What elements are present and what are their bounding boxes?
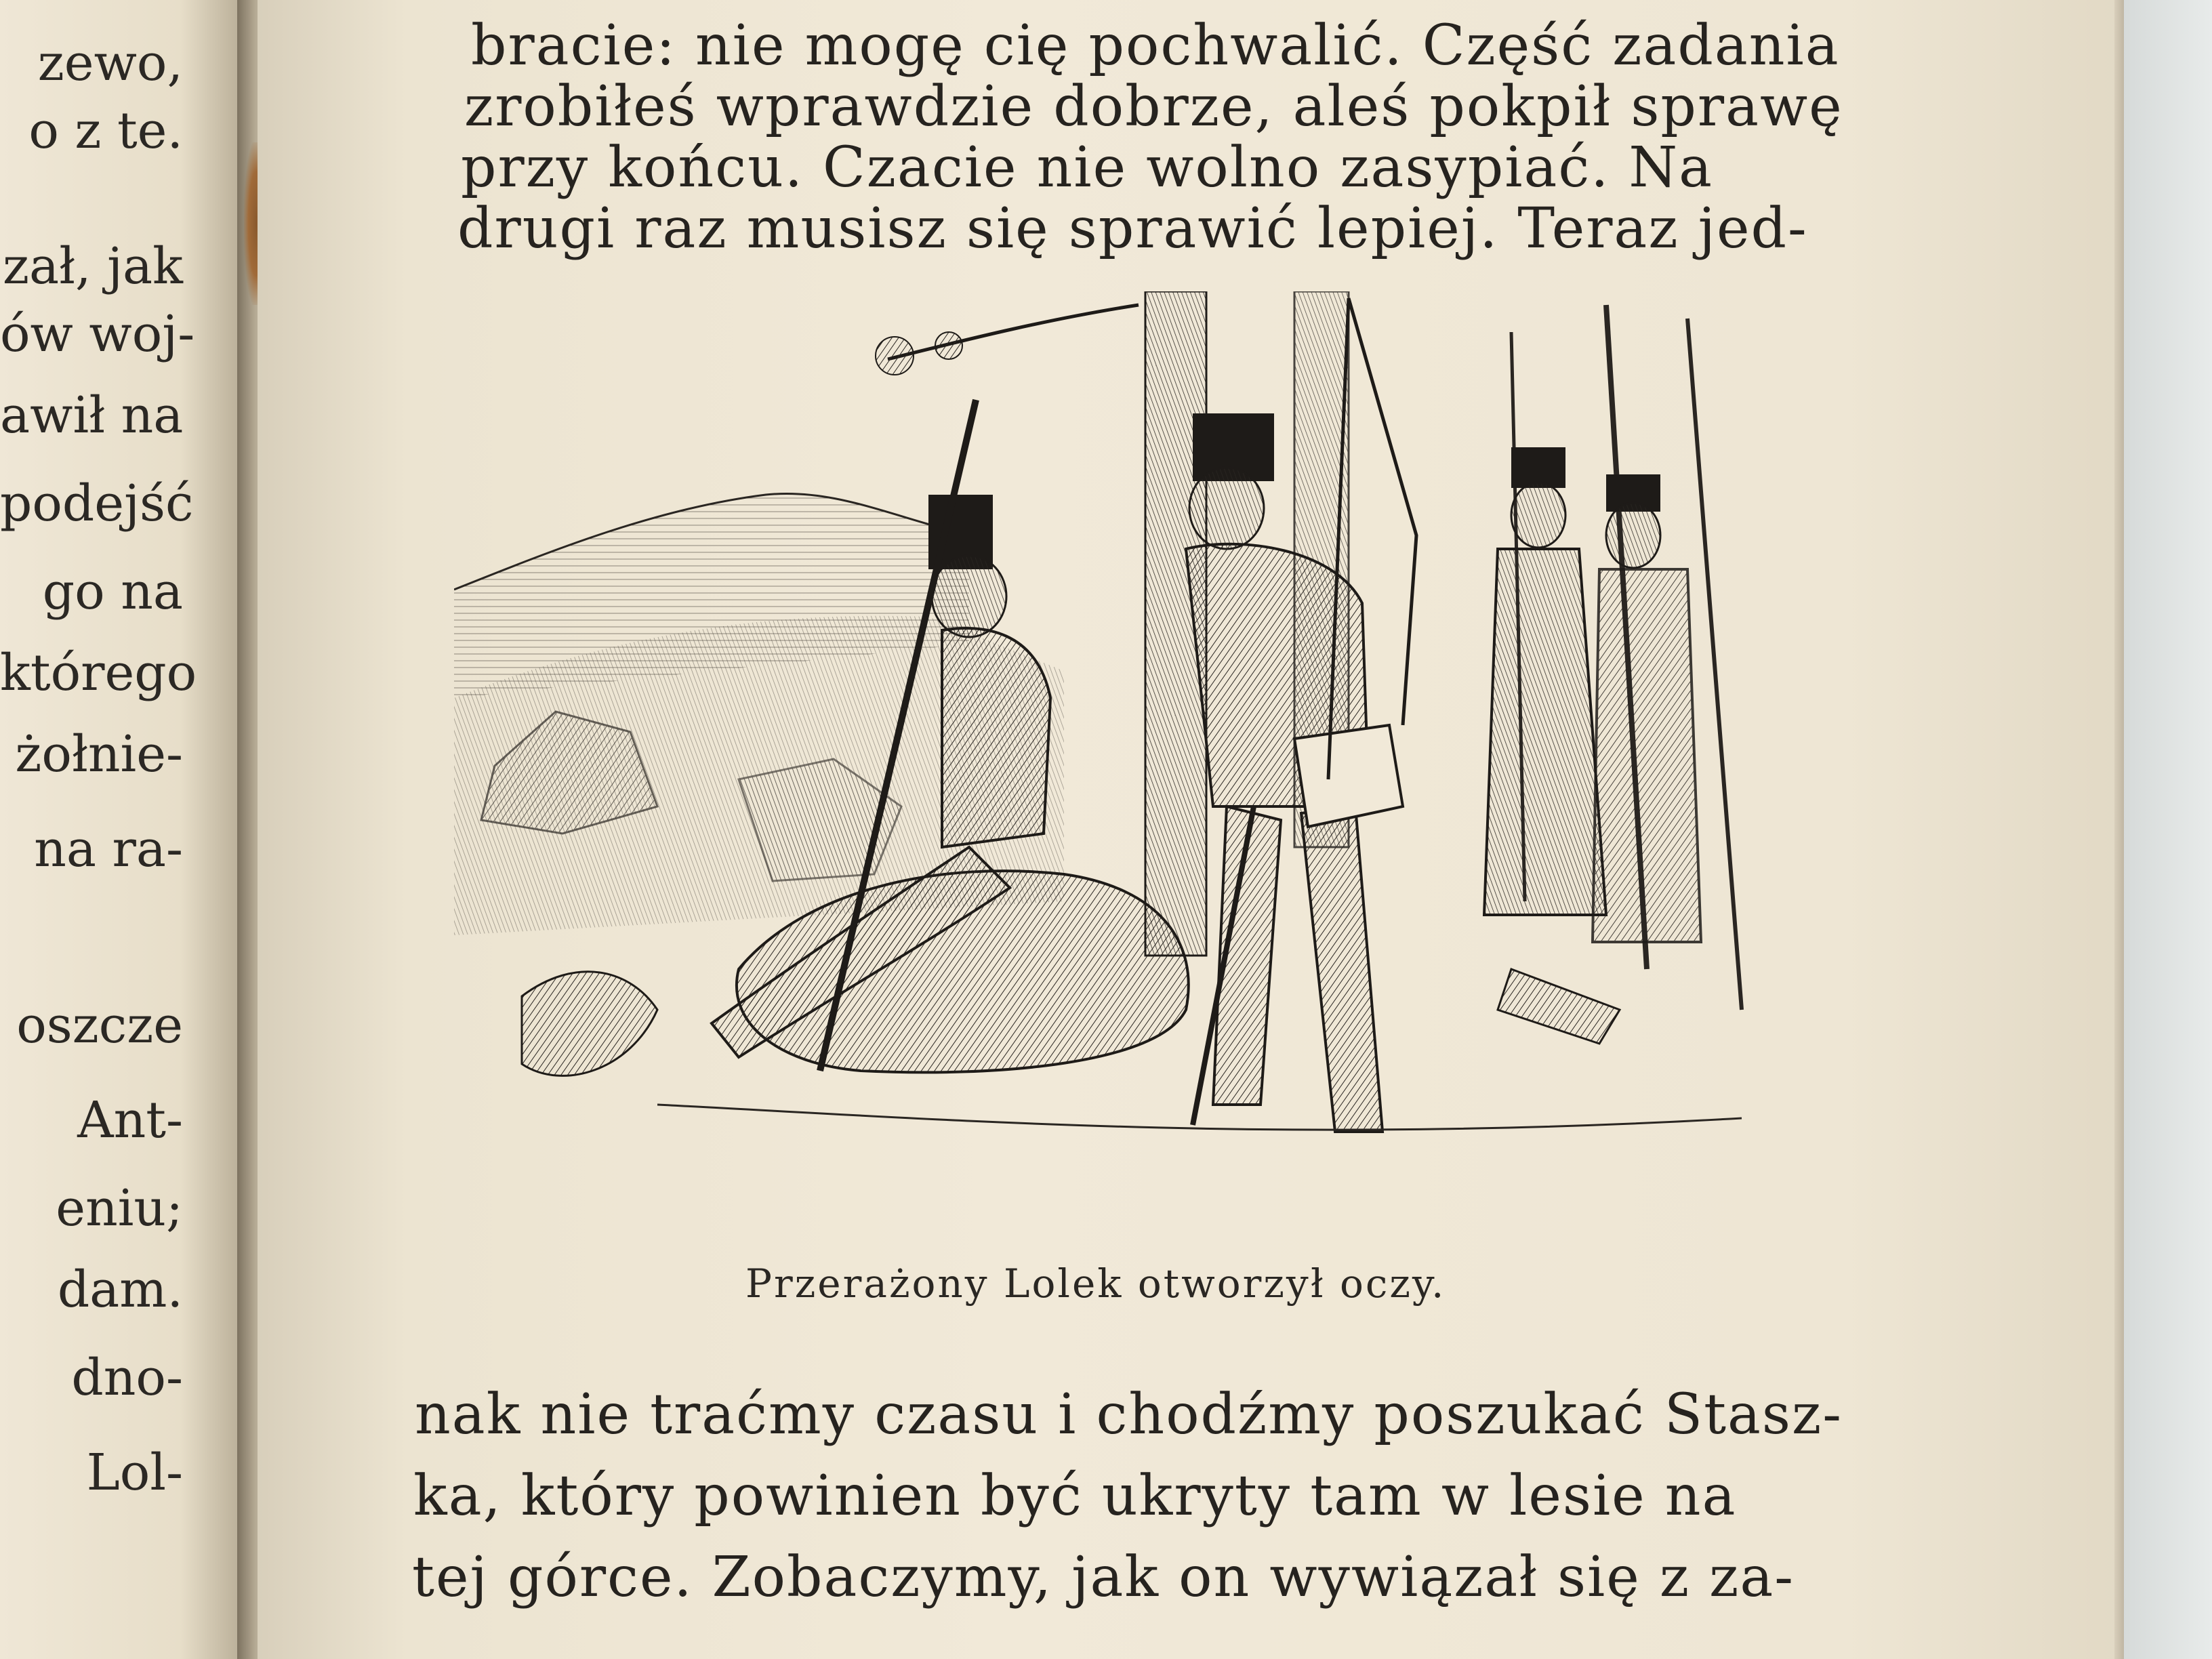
left-page <box>0 0 258 1659</box>
left-page-line: zał, jak <box>2 237 183 295</box>
body-text-line: drugi raz musisz się sprawić lepiej. Teraz jed- <box>457 197 1808 261</box>
left-page-line: Ant- <box>77 1091 183 1149</box>
left-page-line: dam. <box>57 1261 183 1319</box>
left-page-line: o z te. <box>28 102 183 160</box>
table-surface <box>2117 0 2212 1659</box>
page-edge <box>2114 0 2124 1659</box>
left-page-line: eniu; <box>56 1179 183 1237</box>
body-text-line: nak nie traćmy czasu i chodźmy poszukać Stasz- <box>415 1382 1843 1447</box>
left-page-line: żołnie- <box>15 725 183 783</box>
left-page-line: podejść <box>0 474 194 533</box>
left-page-line: ów woj- <box>0 305 195 363</box>
illustration-caption: Przerażony Lolek otworzył oczy. <box>745 1261 1446 1307</box>
left-page-line: go na <box>42 562 183 621</box>
engraving-illustration <box>454 291 1823 1213</box>
left-page-line: którego <box>0 644 197 702</box>
body-text-line: ka, który powinien być ukryty tam w lesie na <box>413 1464 1737 1528</box>
left-page-line: na ra- <box>34 820 183 878</box>
left-page-line: oszcze <box>16 996 183 1054</box>
body-text-line: tej górce. Zobaczymy, jak on wywiązał się z za- <box>412 1545 1795 1610</box>
left-page-line: awił na <box>0 386 184 445</box>
body-text-line: bracie: nie mogę cię pochwalić. Część zadania <box>471 14 1840 78</box>
left-page-line: zewo, <box>37 34 183 92</box>
body-text-line: przy końcu. Czacie nie wolno zasypiać. Na <box>461 136 1714 200</box>
left-page-line: dno- <box>71 1349 183 1407</box>
body-text-line: zrobiłeś wprawdzie dobrze, aleś pokpił sprawę <box>464 75 1843 139</box>
left-page-line: Lol- <box>86 1443 183 1502</box>
